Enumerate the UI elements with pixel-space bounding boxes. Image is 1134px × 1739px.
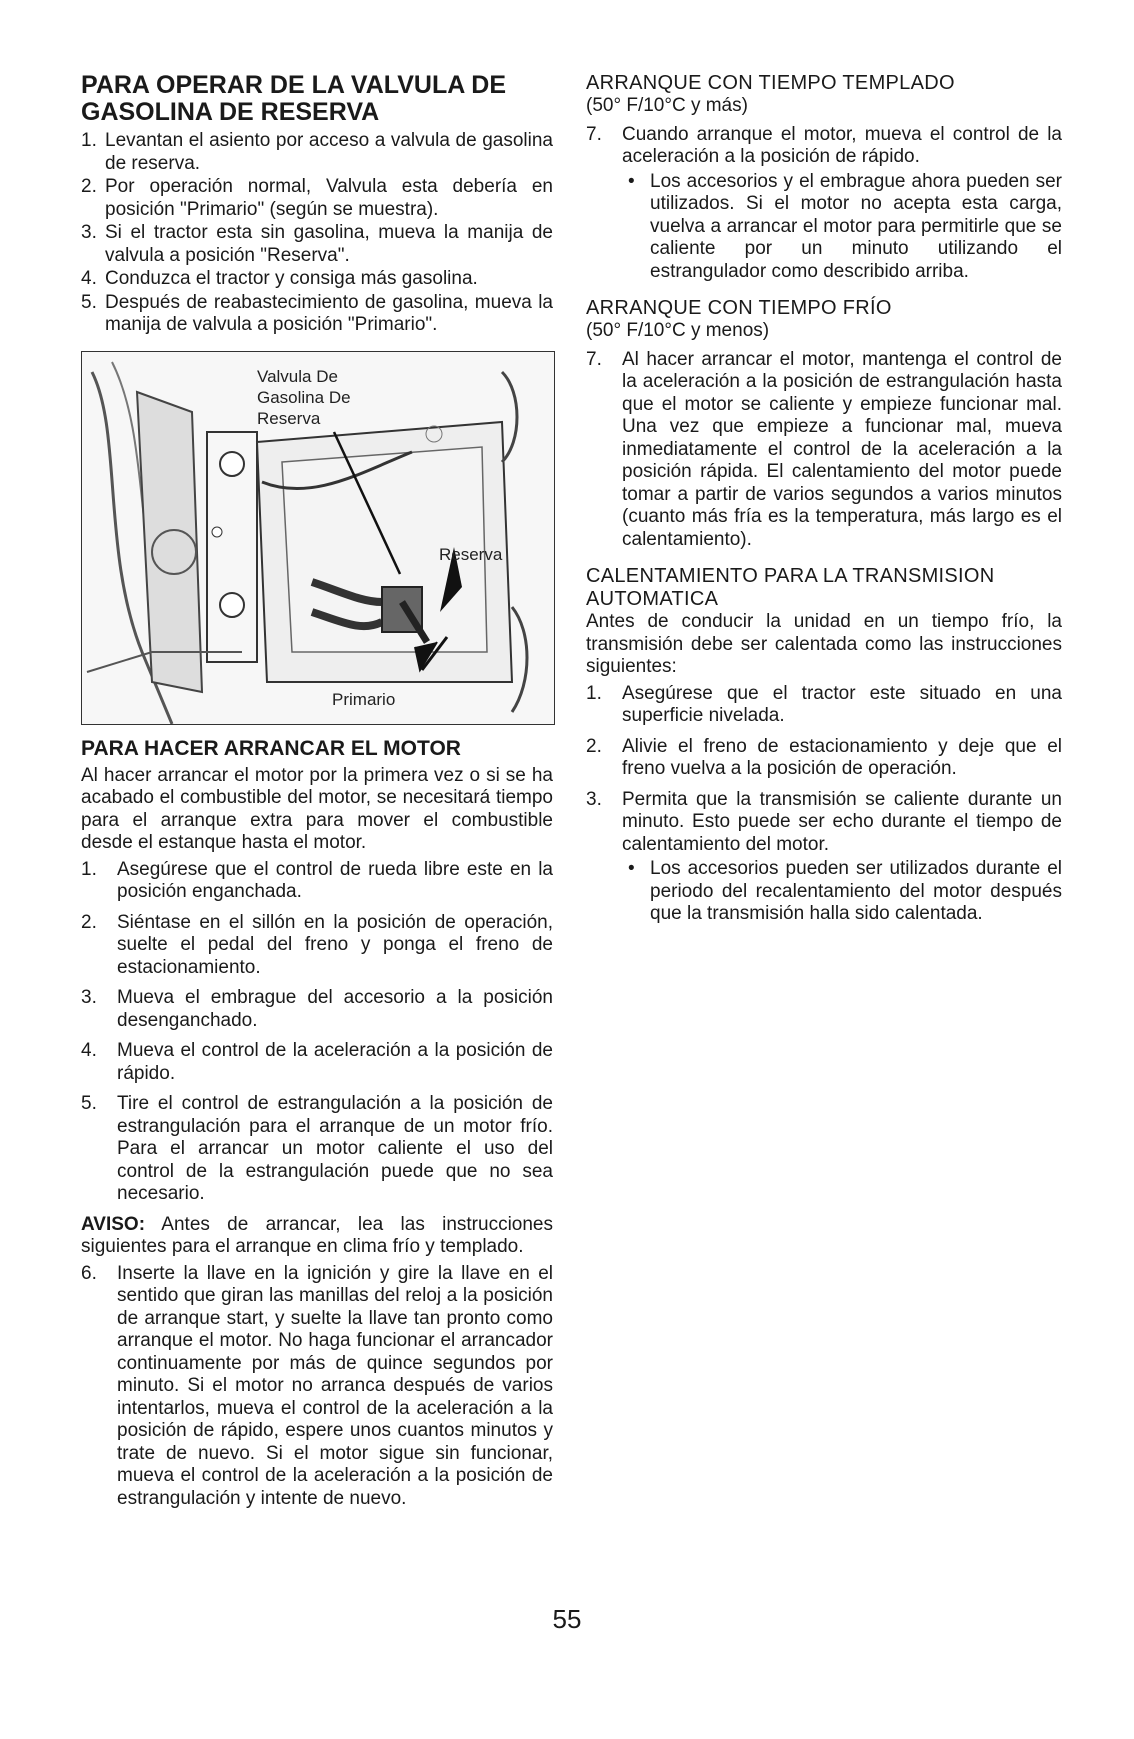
list-item: 4. Conduzca el tractor y consiga más gasolina.	[81, 268, 478, 289]
list-item: 7. Cuando arranque el motor, mueva el control de la aceleración a la posición de rápido. • Los accesorios y el embrague ahora pueden ser utilizados. Si el motor no acepta esta carga, vuelva a arrancar el motor para permitirle que se caliente por un minuto utilizando el estrangulador como describido arriba.	[586, 123, 1062, 282]
ignition-steps	[81, 1263, 553, 1511]
warm-start-range: (50° F/10°C y más)	[586, 95, 748, 116]
list-item: 2. Alivie el freno de estacionamiento y deje que el freno vuelva a la posición de operación.	[586, 735, 1062, 779]
cold-start-range: (50° F/10°C y menos)	[586, 320, 770, 341]
label-reserve: Reserva	[439, 544, 503, 564]
label-reserve-valve: Valvula De Gasolina De Reserva	[257, 366, 351, 428]
bullet-item: • Los accesorios y el embrague ahora pueden ser utilizados. Si el motor no acepta esta carga, vuelva a arrancar el motor para permitirle que se caliente por un minuto utilizando el estrangulador como describido arriba.	[628, 170, 1062, 282]
transmission-steps	[586, 683, 1062, 926]
list-item: 2. Siéntase en el sillón en la posición de operación, suelte el pedal del freno y ponga el freno de estacionamiento.	[81, 911, 553, 978]
section-title-cold-start: ARRANQUE CON TIEMPO FRÍO	[586, 297, 892, 319]
start-engine-steps	[81, 859, 553, 1206]
list-item: 1. Asegúrese que el control de rueda libre este en la posición enganchada.	[81, 858, 553, 902]
left-column	[81, 72, 553, 1518]
bullet-item: • Los accesorios pueden ser utilizados durante el periodo del recalentamiento del motor después que la transmisión halla sido calentada.	[628, 858, 1062, 924]
list-item: 2. Por operación normal, Valvula esta debería en posición "Primario" (según se muestra).	[81, 176, 553, 220]
start-engine-intro: Al hacer arrancar el motor por la primera vez o si se ha acabado el combustible del motor, se necesitará tiempo para el arranque extra para mover el combustible desde el estanque hasta el motor.	[81, 764, 553, 853]
notice-paragraph	[81, 1214, 553, 1259]
transmission-intro: Antes de conducir la unidad en un tiempo frío, la transmisión debe ser calentada como las instrucciones siguientes:	[586, 611, 1062, 677]
warm-start-bullets	[622, 171, 1062, 284]
list-item: 4. Mueva el control de la aceleración a la posición de rápido.	[81, 1040, 553, 1084]
section-title-reserve-valve: PARA OPERAR DE LA VALVULA DE GASOLINA DE RESERVA	[81, 71, 507, 126]
list-item: 7. Al hacer arrancar el motor, mantenga el control de la aceleración a la posición de estrangulación hasta que el motor se caliente y empieze funcionar mal. Una vez que empieze a funcionar mal, mueva inmediatamente el control de la aceleración a la posición rápida. El calentamiento del motor puede tomar a partir de varios segundos a varios minutos (cuanto más fría es la temperatura, más largo es el calentamiento).	[586, 348, 1062, 550]
list-item: 3. Si el tractor esta sin gasolina, mueva la manija de valvula a posición "Reserva".	[81, 222, 553, 266]
section-title-start-engine: PARA HACER ARRANCAR EL MOTOR	[81, 736, 461, 760]
reserve-valve-illustration	[81, 351, 555, 725]
list-item: 6. Inserte la llave en la ignición y gire la llave en el sentido que giran las manillas del reloj a la posición de arranque start, y suelte la llave tan pronto como arranque el motor. No haga funcionar el arrancador continuamente por más de quince segundos por minuto. Si el motor no arranca después de varios intentarlos, mueva el control de la aceleración a la posición de rápido, espere unos cuantos minutos y trate de nuevo. Si el motor sigue sin funcionar, mueva el control de la aceleración a la posición de estrangulación y intente de nuevo.	[81, 1262, 553, 1509]
label-primary: Primario	[332, 689, 396, 709]
warm-start-steps	[586, 124, 1062, 284]
notice-label: AVISO:	[81, 1213, 146, 1235]
list-item: 5. Después de reabastecimiento de gasolina, mueva la manija de valvula a posición "Primario".	[81, 291, 553, 335]
list-item: 3. Mueva el embrague del accesorio a la posición desenganchado.	[81, 987, 553, 1031]
section-title-transmission-warmup: CALENTAMIENTO PARA LA TRANSMISION AUTOMATICA	[586, 565, 995, 610]
cold-start-steps	[586, 349, 1062, 552]
page-number: 55	[552, 1604, 582, 1634]
notice-text: Antes de arrancar, lea las instrucciones siguientes para el arranque en clima frío y templado.	[81, 1213, 553, 1257]
transmission-bullets	[622, 858, 1062, 926]
list-item: 5. Tire el control de estrangulación a la posición de estrangulación para el arranque de un motor frío. Para el arrancar un motor caliente el uso del control de la estrangulación puede que no sea necesario.	[81, 1093, 553, 1204]
list-item: 1. Levantan el asiento por acceso a valvula de gasolina de reserva.	[81, 130, 553, 174]
reserve-valve-steps	[81, 130, 553, 337]
section-title-warm-start: ARRANQUE CON TIEMPO TEMPLADO	[586, 72, 955, 94]
list-item: 3. Permita que la transmisión se caliente durante un minuto. Esto puede ser echo durante el tiempo de calentamiento del motor. • Los accesorios pueden ser utilizados durante el periodo del recalentamiento del motor después que la transmisión halla sido calentada.	[586, 788, 1062, 924]
list-item: 1. Asegúrese que el tractor este situado en una superficie nivelada.	[586, 682, 1062, 726]
right-column	[586, 72, 1062, 934]
